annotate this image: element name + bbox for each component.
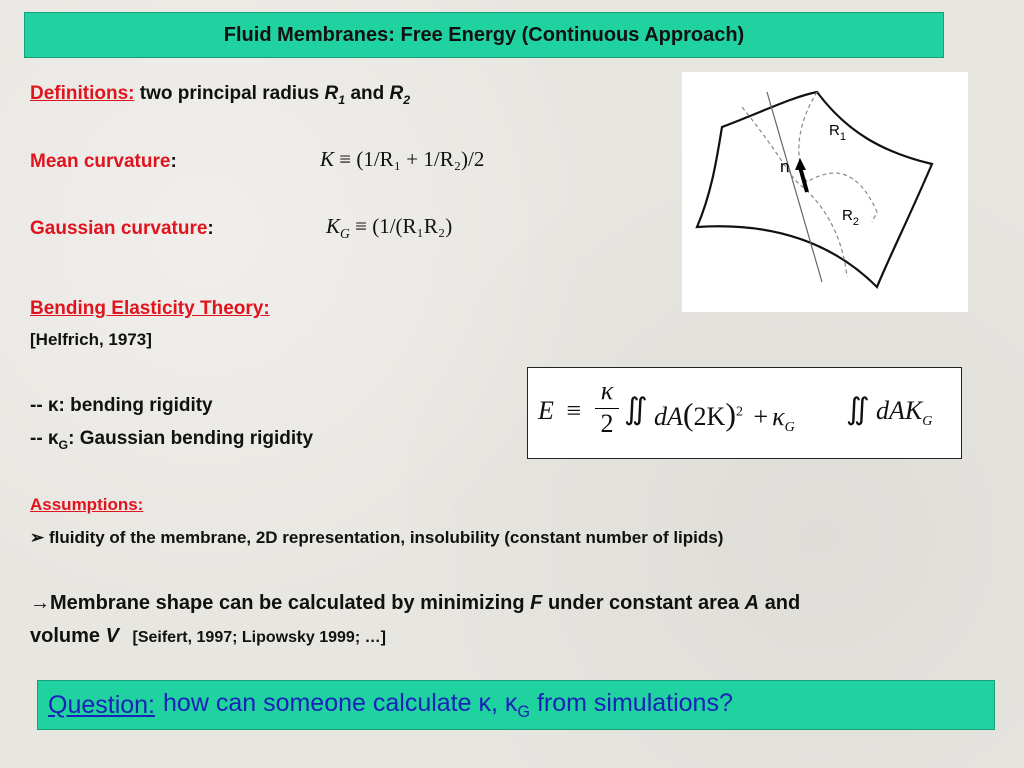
- definitions-text: two principal radius: [139, 83, 320, 104]
- label-r2: $R_2$: [842, 207, 859, 228]
- mean-curvature-label: Mean curvature: [30, 151, 171, 172]
- helfrich-ref: [Helfrich, 1973]: [30, 330, 152, 349]
- definitions-and: and: [350, 83, 385, 104]
- gaussian-curvature-formula: $K_G \equiv (1/(R_1R_2)$: [326, 214, 453, 242]
- question-label: Question:: [48, 690, 156, 719]
- kappa-g-line: -- $\kappa_G$: Gaussian bending rigidity: [30, 428, 314, 452]
- label-n: n: [780, 157, 790, 176]
- conclusion-line-1: →Membrane shape can be calculated by minimizing F under constant area A and: [30, 592, 801, 614]
- slide-title-text: Fluid Membranes: Free Energy (Continuous Approach): [223, 23, 745, 46]
- seifert-ref: [Seifert, 1997; Lipowsky 1999; …]: [132, 629, 386, 646]
- assumptions-label: Assumptions:: [30, 495, 144, 514]
- label-r1: $R_1$: [829, 122, 846, 143]
- slide-title: [24, 12, 944, 58]
- kappa-line: -- κ: bending rigidity: [30, 395, 213, 416]
- r1-symbol: $R_1$: [324, 83, 346, 107]
- question-text: how can someone calculate κ, $\kappa_G$ from simulations?: [163, 688, 733, 721]
- r2-symbol: $R_2$: [389, 83, 411, 107]
- question-bar: [37, 680, 995, 730]
- energy-formula-box: E ≡ κ 2 ∬ $dA(2K)^2 + \kappa_G$ ∬ dAK$_G$: [527, 367, 962, 459]
- bullet-icon: ➢: [30, 528, 45, 547]
- saddle-surface-diagram: [682, 72, 968, 312]
- arrow-right-icon: →: [30, 592, 50, 614]
- assumptions-item: ➢ fluidity of the membrane, 2D representation, insolubility (constant number of lipids): [30, 528, 724, 547]
- definitions-label: Definitions:: [30, 83, 135, 104]
- curvature-figure: [682, 72, 968, 312]
- mean-curvature-line: Mean curvature:: [30, 151, 177, 172]
- conclusion-line-2: volume V [Seifert, 1997; Lipowsky 1999; …]: [30, 625, 386, 647]
- normal-axis-line: [767, 92, 822, 282]
- definitions-line: [30, 83, 410, 107]
- mean-curvature-formula: K ≡ (1/R₁ + 1/R₂)/2: [320, 147, 485, 171]
- bending-label: Bending Elasticity Theory:: [30, 298, 270, 319]
- gaussian-curvature-line: Gaussian curvature:: [30, 218, 214, 239]
- gaussian-curvature-label: Gaussian curvature: [30, 218, 208, 239]
